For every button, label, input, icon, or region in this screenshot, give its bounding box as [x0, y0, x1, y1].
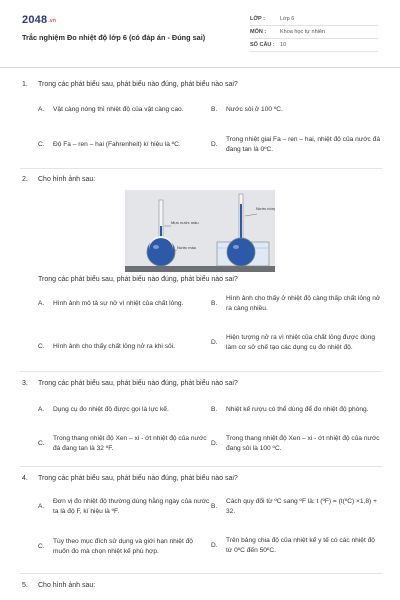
logo-text: 2048 — [22, 14, 48, 26]
option-letter: A. — [38, 300, 45, 307]
option-letter: C. — [38, 440, 45, 447]
question-text: Trong các phát biểu sau, phát biểu nào đúng, phát biểu nào sai? — [38, 380, 238, 387]
site-logo[interactable] — [22, 14, 56, 26]
option-letter: B. — [211, 406, 218, 413]
option-text: Hiện tượng nở ra vì nhiệt của chất lỏng được dùng làm cơ sở chế tạo các dụng cụ đo nhiệt độ. — [226, 334, 375, 351]
question-4-stem — [22, 475, 238, 482]
question-number: 4. — [22, 475, 28, 482]
q1-option-b[interactable] — [211, 104, 381, 116]
option-text: Hình ảnh mô tả sự nở vì nhiệt của chất lỏng. — [53, 300, 184, 307]
option-text: Nước sôi ở 100 ºC. — [226, 106, 283, 113]
q2-option-c[interactable] — [38, 341, 208, 353]
q3-option-a[interactable] — [38, 404, 208, 416]
option-letter: A. — [38, 503, 45, 510]
question-number: 1. — [22, 81, 28, 88]
meta-key: MÔN : — [250, 29, 267, 35]
q4-option-d[interactable] — [211, 534, 381, 558]
question-separator — [20, 371, 382, 372]
question-number: 3. — [22, 380, 28, 387]
question-number: 5. — [22, 582, 28, 589]
option-letter: B. — [211, 300, 218, 307]
option-text: Hình ảnh cho thấy ở nhiệt độ càng thấp chất lỏng nở ra càng nhiều. — [226, 295, 381, 312]
left-flask — [147, 200, 175, 267]
meta-row-count — [250, 39, 378, 52]
q2-option-b[interactable] — [211, 294, 381, 314]
question-text: Cho hình ảnh sau: — [38, 176, 96, 183]
label-right: Nước nóng — [256, 206, 275, 211]
meta-value: Khoa học tự nhiên — [280, 29, 325, 35]
meta-key: LỚP : — [250, 16, 265, 22]
question-separator — [20, 573, 382, 574]
option-letter: B. — [211, 503, 218, 510]
q4-option-a[interactable] — [38, 492, 210, 522]
header-divider — [0, 67, 400, 68]
option-letter: B. — [211, 106, 218, 113]
option-letter: C. — [38, 543, 45, 550]
question-5-stem — [22, 582, 95, 589]
thermal-expansion-figure — [125, 190, 275, 272]
option-letter: D. — [211, 440, 218, 447]
q4-option-b[interactable] — [211, 492, 381, 522]
option-text: Tùy theo mục đích sử dụng và giới hạn nhiệt độ muốn đo mà chọn nhiệt kế phù hợp. — [53, 538, 193, 555]
question-2-stem — [22, 176, 95, 183]
question-3-stem — [22, 380, 238, 387]
quiz-title: Trắc nghiệm Đo nhiệt độ lớp 6 (có đáp án - Đúng sai) — [22, 33, 206, 42]
option-text: Trên bảng chia độ của nhiệt kế y tế có các nhiệt độ từ 0ºC đến 50ºC. — [226, 537, 375, 554]
meta-row-subject — [250, 26, 378, 39]
option-text: Dụng cụ đo nhiệt độ được gọi là lực kế. — [53, 406, 169, 413]
question-1-stem — [22, 81, 238, 88]
label-left-bottom: Nước màu — [177, 245, 197, 250]
question-number: 2. — [22, 176, 28, 183]
q2-option-d[interactable] — [211, 327, 381, 359]
flask-illustration — [125, 190, 275, 272]
option-letter: C. — [38, 141, 45, 148]
q3-option-c[interactable] — [38, 434, 208, 454]
question-text: Trong các phát biểu sau, phát biểu nào đúng, phát biểu nào sai? — [38, 475, 238, 482]
option-text: Trong thang nhiệt độ Xen – xi - ớt nhiệt độ của nước đang sôi là 100 ºC. — [226, 435, 380, 452]
option-text: Vật càng nóng thì nhiệt độ của vật càng cao. — [53, 106, 184, 113]
question-text: Cho hình ảnh sau: — [38, 582, 96, 589]
option-text: Trong thang nhiệt độ Xen – xi - ớt nhiệt độ của nước đá đang tan là 32 ºF. — [53, 435, 207, 452]
meta-table — [250, 13, 378, 52]
option-text: Cách quy đổi từ ºC sang ºF là: t (ºF) = (t(ºC) ×1,8) + 32. — [226, 498, 377, 515]
option-letter: A. — [38, 406, 45, 413]
right-flask-in-basin — [217, 194, 269, 266]
logo-suffix: .vn — [48, 18, 57, 24]
option-letter: D. — [211, 141, 218, 148]
option-text: Nhiệt kế rượu có thể dùng để đo nhiệt độ phòng. — [226, 406, 369, 413]
q1-option-d[interactable] — [211, 135, 381, 155]
question-separator — [20, 466, 382, 467]
question-text: Trong các phát biểu sau, phát biểu nào đúng, phát biểu nào sai? — [38, 81, 238, 88]
option-letter: D. — [211, 339, 218, 346]
meta-value: 10 — [280, 42, 287, 48]
q4-option-c[interactable] — [38, 530, 210, 564]
option-letter: D. — [211, 542, 218, 549]
label-left-top: Mực nước màu — [171, 220, 199, 225]
q3-option-b[interactable] — [211, 400, 381, 420]
option-text: Trong nhiệt giai Fa – ren – hai, nhiệt độ của nước đá đang tan là 0ºC. — [226, 136, 381, 153]
meta-row-class — [250, 13, 378, 26]
option-text: Độ Fa – ren – hai (Fahrenheit) kí hiệu là ºC. — [53, 141, 181, 148]
q3-option-d[interactable] — [211, 434, 381, 454]
option-letter: C. — [38, 343, 45, 350]
q2-option-a[interactable] — [38, 294, 203, 314]
option-text: Đơn vị đo nhiệt độ thường dùng hằng ngày của nước ta là độ F, kí hiệu là ºF. — [53, 498, 210, 515]
question-separator — [20, 168, 382, 169]
question-2-stem-2: Trong các phát biểu sau, phát biểu nào đúng, phát biểu nào sai? — [38, 276, 238, 283]
option-text: Hình ảnh cho thấy chất lỏng nở ra khi sôi. — [53, 343, 175, 350]
meta-value: Lớp 6 — [280, 16, 295, 22]
meta-key: SỐ CÂU : — [250, 42, 275, 48]
option-letter: A. — [38, 106, 45, 113]
table-surface — [125, 266, 275, 272]
q1-option-c[interactable] — [38, 135, 203, 155]
q1-option-a[interactable] — [38, 100, 203, 120]
